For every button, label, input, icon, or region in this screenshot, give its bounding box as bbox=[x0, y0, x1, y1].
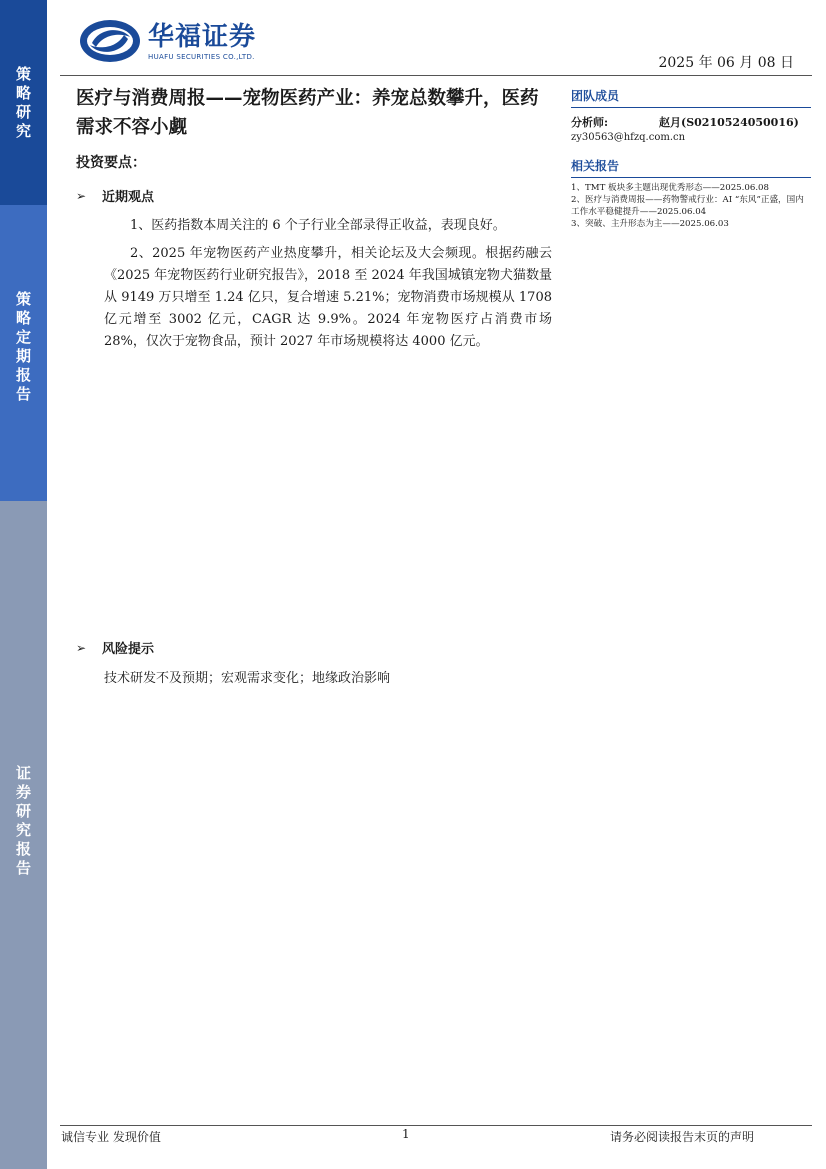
page-number: 1 bbox=[402, 1127, 410, 1141]
report-title: 医疗与消费周报——宠物医药产业：养宠总数攀升，医药需求不容小觑 bbox=[76, 88, 539, 138]
company-logo bbox=[78, 16, 256, 66]
sidebar-label: 策略定期报告 bbox=[14, 291, 32, 405]
recent-view-heading-text: 近期观点 bbox=[102, 190, 155, 205]
risk-heading bbox=[76, 638, 552, 657]
related-reports-heading: 相关报告 bbox=[571, 157, 811, 178]
analyst-name: 赵月(S0210524050016) bbox=[659, 116, 799, 129]
logo-chinese-name: 华福证券 bbox=[148, 21, 257, 52]
main-content bbox=[76, 84, 552, 353]
related-report-item[interactable]: 2、医疗与消费周报——药物警戒行业：AI “东风”正盛，国内工作水平稳健提升——2025.06.04 bbox=[571, 195, 804, 217]
recent-view-paragraph-2: 2、2025 年宠物医药产业热度攀升，相关论坛及大会频现。根据药融云《2025 年宠物医药行业研究报告》，2018 至 2024 年我国城镇宠物犬猫数量从 9149 万只增至 1.24 亿只，复合增速 5.21%；宠物消费市场规模从 1708 亿元增至 3002 亿元，CAGR 达 9.9%。2024 年宠物医疗占消费市场 28%，仅次于宠物食品，预计 2027 年市场规模将达 4000 亿元。 bbox=[104, 246, 552, 349]
sidebar-segment-securities-research bbox=[0, 501, 47, 1169]
team-heading: 团队成员 bbox=[571, 87, 811, 108]
footer-disclaimer: 请务必阅读报告末页的声明 bbox=[609, 1130, 754, 1144]
analyst-row bbox=[571, 114, 811, 130]
huafu-logo-icon bbox=[78, 17, 142, 65]
related-report-item[interactable]: 1、TMT 板块多主题出现优秀形态——2025.06.08 bbox=[571, 183, 769, 193]
risk-section bbox=[76, 624, 552, 686]
recent-view-paragraph-1: 1、医药指数本周关注的 6 个子行业全部录得正收益，表现良好。 bbox=[130, 218, 506, 233]
sidebar-label: 证券研究报告 bbox=[14, 765, 32, 879]
footer-slogan: 诚信专业 发现价值 bbox=[61, 1130, 161, 1144]
recent-view-heading bbox=[76, 186, 552, 205]
footer-divider bbox=[60, 1125, 812, 1126]
arrow-bullet-icon: ➢ bbox=[76, 640, 87, 655]
sidebar-label: 策略研究 bbox=[14, 66, 32, 142]
related-report-item[interactable]: 3、突破、主升形态为主——2025.06.03 bbox=[571, 219, 729, 229]
arrow-bullet-icon: ➢ bbox=[76, 188, 87, 203]
sidebar-segment-periodic-report bbox=[0, 205, 47, 501]
header-divider bbox=[60, 75, 812, 76]
investment-points-label: 投资要点： bbox=[76, 155, 146, 171]
risk-text: 技术研发不及预期；宏观需求变化；地缘政治影响 bbox=[104, 671, 391, 686]
related-reports-list bbox=[571, 182, 811, 230]
analyst-email[interactable]: zy30563@hfzq.com.cn bbox=[571, 132, 686, 143]
left-sidebar bbox=[0, 0, 47, 1169]
sidebar-segment-strategy-research bbox=[0, 0, 47, 205]
report-date: 2025 年 06 月 08 日 bbox=[658, 55, 794, 71]
risk-heading-text: 风险提示 bbox=[102, 642, 155, 657]
logo-english-name: HUAFU SECURITIES CO.,LTD. bbox=[148, 52, 255, 61]
right-column bbox=[571, 87, 811, 230]
analyst-role: 分析师: bbox=[571, 116, 609, 129]
